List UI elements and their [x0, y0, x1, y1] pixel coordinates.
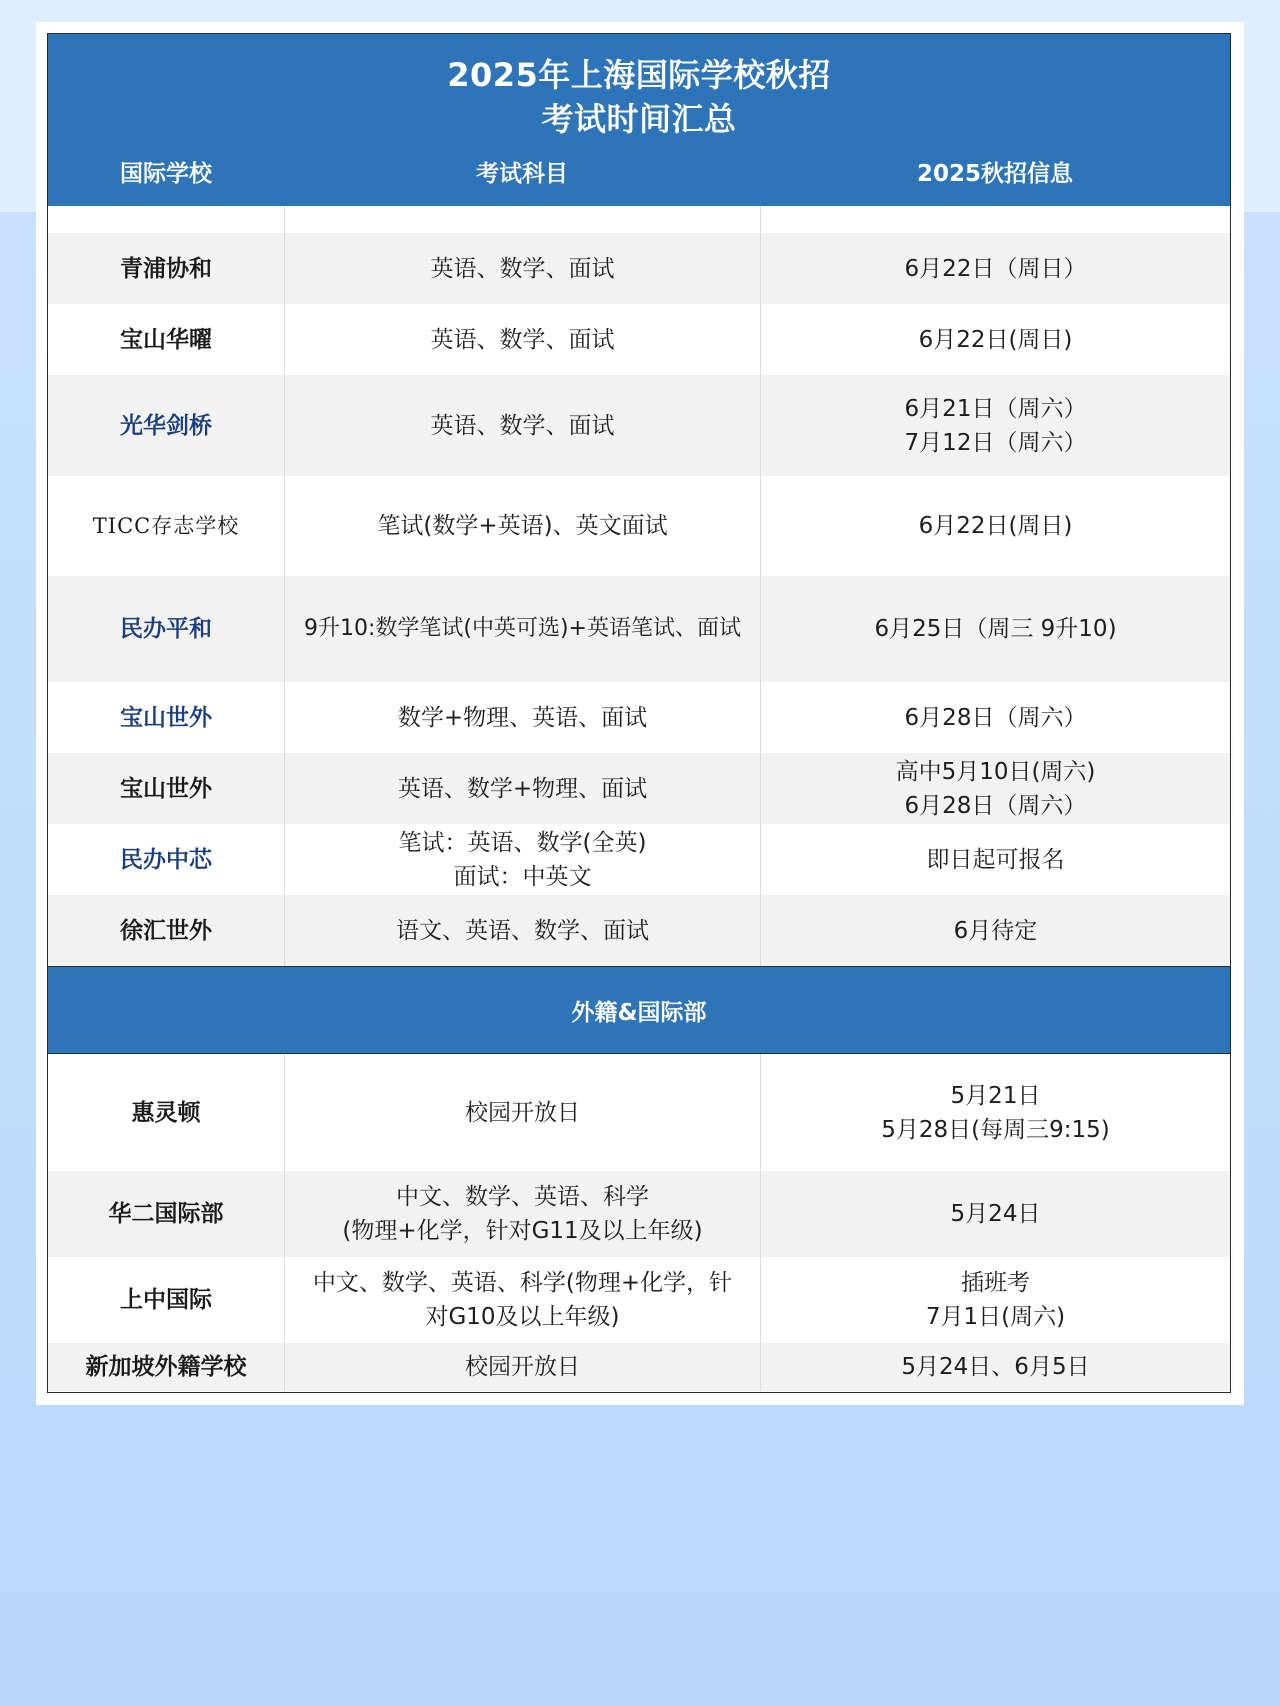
info-cell: 6月22日(周日)	[760, 476, 1230, 576]
school-cell: 徐汇世外	[120, 917, 212, 944]
title-line-2: 考试时间汇总	[541, 100, 737, 138]
school-cell	[48, 206, 284, 233]
table-row	[48, 576, 1230, 682]
school-cell: 民办中芯	[120, 846, 212, 873]
table-row	[48, 1343, 1230, 1391]
table-row	[48, 1257, 1230, 1343]
info-cell: 6月28日（周六）	[760, 682, 1230, 753]
subjects-cell: 9升10:数学笔试(中英可选)+英语笔试、面试	[284, 576, 760, 682]
column-header-school: 国际学校	[120, 161, 212, 187]
subjects-cell: 校园开放日	[284, 1054, 760, 1171]
subjects-cell: 笔试：英语、数学(全英) 面试：中英文	[284, 824, 760, 895]
school-cell: 上中国际	[120, 1287, 212, 1313]
info-cell: 6月待定	[760, 895, 1230, 966]
exam-schedule-table	[47, 33, 1231, 1393]
info-cell: 插班考 7月1日(周六)	[760, 1257, 1230, 1343]
school-cell: 青浦协和	[120, 255, 212, 282]
info-cell: 6月22日（周日）	[760, 233, 1230, 304]
info-cell: 6月25日（周三 9升10)	[760, 576, 1230, 682]
table-row	[48, 1171, 1230, 1257]
table-row	[48, 1054, 1230, 1171]
table-row	[48, 753, 1230, 824]
info-cell: 6月22日(周日)	[760, 304, 1230, 375]
subjects-cell: 中文、数学、英语、科学 (物理+化学，针对G11及以上年级)	[284, 1171, 760, 1257]
school-cell: 新加坡外籍学校	[85, 1354, 247, 1380]
table-row	[48, 895, 1230, 966]
subjects-cell: 校园开放日	[284, 1343, 760, 1391]
table-row	[48, 476, 1230, 576]
school-cell: 光华剑桥	[120, 412, 212, 439]
table-row	[48, 206, 1230, 233]
school-cell: 民办平和	[120, 616, 212, 642]
info-cell: 6月21日（周六） 7月12日（周六）	[760, 375, 1230, 476]
subjects-cell: 英语、数学、面试	[284, 375, 760, 476]
info-cell: 5月24日、6月5日	[760, 1343, 1230, 1391]
subjects-cell: 笔试(数学+英语)、英文面试	[284, 476, 760, 576]
info-cell: 高中5月10日(周六) 6月28日（周六）	[760, 753, 1230, 824]
subjects-cell: 英语、数学、面试	[284, 304, 760, 375]
info-cell: 即日起可报名	[760, 824, 1230, 895]
summary-card	[36, 22, 1244, 1405]
school-cell: 宝山世外	[120, 775, 212, 802]
title-line-1: 2025年上海国际学校秋招	[447, 56, 831, 94]
table-row	[48, 375, 1230, 476]
info-cell: 5月21日 5月28日(每周三9:15)	[760, 1054, 1230, 1171]
table-header	[48, 34, 1230, 206]
school-cell: 宝山世外	[120, 704, 212, 731]
school-cell: 华二国际部	[108, 1201, 224, 1227]
school-cell: 宝山华曜	[120, 326, 212, 353]
info-cell	[760, 206, 1230, 233]
subjects-cell: 语文、英语、数学、面试	[284, 895, 760, 966]
school-cell: 惠灵顿	[131, 1099, 201, 1126]
subjects-cell: 英语、数学+物理、面试	[284, 753, 760, 824]
table-row	[48, 304, 1230, 375]
subjects-cell	[284, 206, 760, 233]
table-row	[48, 824, 1230, 895]
column-header-info: 2025秋招信息	[916, 161, 1073, 187]
subjects-cell: 数学+物理、英语、面试	[284, 682, 760, 753]
info-cell: 5月24日	[760, 1171, 1230, 1257]
subjects-cell: 中文、数学、英语、科学(物理+化学，针 对G10及以上年级)	[284, 1257, 760, 1343]
table-row	[48, 233, 1230, 304]
subjects-cell: 英语、数学、面试	[284, 233, 760, 304]
school-cell: TICC存志学校	[92, 514, 240, 538]
column-header-subjects: 考试科目	[476, 161, 568, 187]
table-row	[48, 682, 1230, 753]
section-header-foreign-international: 外籍&国际部	[48, 966, 1230, 1054]
